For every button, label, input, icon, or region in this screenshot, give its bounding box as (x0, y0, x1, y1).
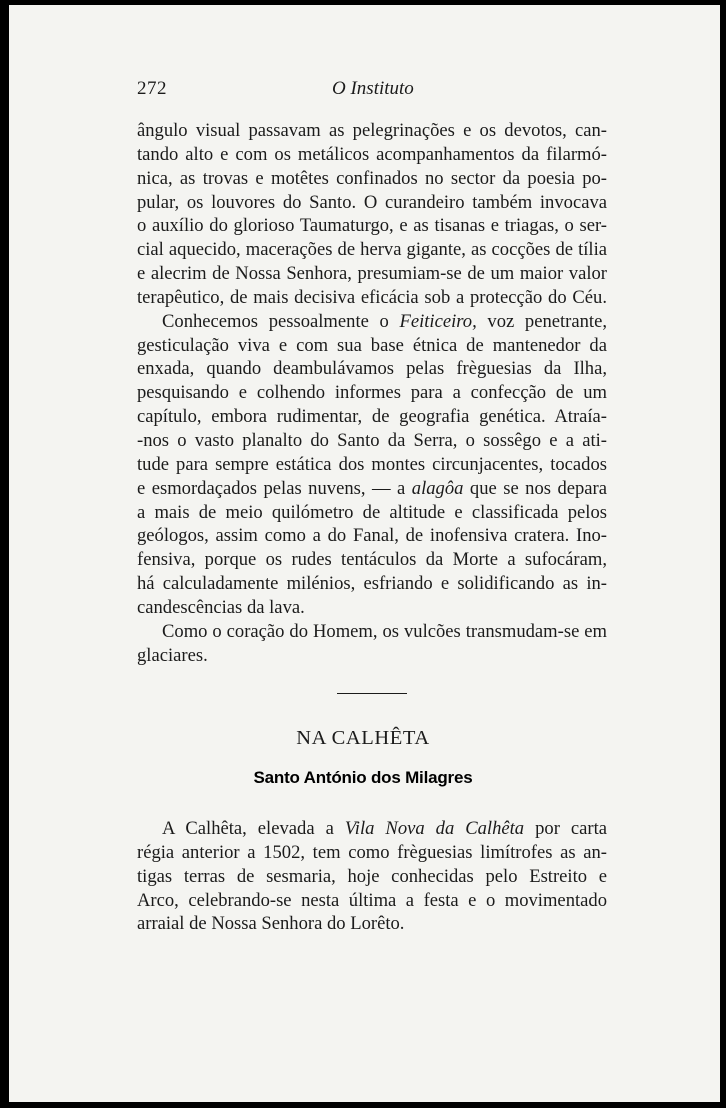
text-line: glaciares. (137, 644, 208, 666)
text-segment: que se nos depara (469, 477, 607, 499)
text-segment: Conhecemos pessoalmente o (162, 310, 389, 332)
text-line: terapêutico, de mais decisiva eficácia sob a protecção do Céu. (137, 286, 607, 308)
section-paragraph (137, 817, 607, 936)
text-line: ângulo visual passavam as pelegrinações e os devotos, can- (137, 120, 607, 141)
text-line: Arco, celebrando-se nesta última a festa e o movimentado (137, 889, 607, 911)
text-line: pular, os louvores do Santo. O curandeiro também invocava (137, 191, 607, 213)
text-line (137, 817, 607, 841)
text-line: arraial de Nossa Senhora do Lorêto. (137, 913, 405, 935)
text-line: nica, as trovas e motêtes confinados no sector da poesia po- (137, 167, 607, 189)
section-divider (337, 693, 407, 694)
body-paragraphs (137, 119, 607, 667)
text-line: a mais de meio quilómetro de altitude e classificada pelos (137, 501, 607, 523)
page-header (0, 78, 726, 102)
text-line: cial aquecido, macerações de herva gigante, as cocções de tília (137, 239, 607, 261)
text-line: e alecrim de Nossa Senhora, presumiam-se de um maior valor (137, 263, 607, 285)
text-line: capítulo, embora rudimentar, de geografia genética. Atraía- (137, 406, 607, 428)
text-segment: e esmordaçados pelas nuvens, — a (137, 477, 406, 499)
text-line: fensiva, porque os rudes tentáculos da Morte a sufocáram, (137, 549, 607, 571)
text-line: gesticulação viva e com sua base étnica de mantenedor da (137, 334, 607, 356)
italic-term-alagoa: alagôa (411, 477, 464, 499)
text-segment: voz penetrante, (487, 310, 607, 332)
text-line: régia anterior a 1502, tem como frèguesias limítrofes as an- (137, 841, 607, 863)
text-line (137, 477, 607, 501)
text-line: tando alto e com os metálicos acompanhamentos da filarmó- (137, 143, 607, 165)
page-number: 272 (137, 78, 167, 99)
section-subtitle: Santo António dos Milagres (253, 768, 473, 787)
text-line: candescências da lava. (137, 596, 305, 618)
section-title: NA CALHÊTA (296, 727, 430, 749)
text-line: Como o coração do Homem, os vulcões transmudam-se em (162, 620, 607, 642)
text-segment: por carta (535, 818, 607, 839)
text-line: enxada, quando deambulávamos pelas frèguesias da Ilha, (137, 358, 607, 380)
text-line: o auxílio do glorioso Taumaturgo, e as tisanas e triagas, o ser- (137, 215, 607, 237)
text-line: geólogos, assim como a do Fanal, de inofensiva cratera. Ino- (137, 525, 607, 547)
text-line: pesquisando e colhendo informes para a confecção de um (137, 382, 607, 404)
text-line: há calculadamente milénios, esfriando e solidificando as in- (137, 573, 607, 595)
italic-term-feiticeiro: Feiticeiro, (399, 310, 477, 332)
text-line: tigas terras de sesmaria, hoje conhecidas pelo Estreito e (137, 865, 607, 887)
text-line: -nos o vasto planalto do Santo da Serra, o sossêgo e a ati- (137, 429, 607, 451)
italic-term-vila-nova: Vila Nova da Calhêta (344, 818, 525, 839)
text-segment: A Calhêta, elevada a (162, 818, 334, 839)
text-line (137, 310, 607, 334)
text-line: tude para sempre estática dos montes circunjacentes, tocados (137, 453, 607, 475)
running-title: O Instituto (332, 78, 414, 99)
